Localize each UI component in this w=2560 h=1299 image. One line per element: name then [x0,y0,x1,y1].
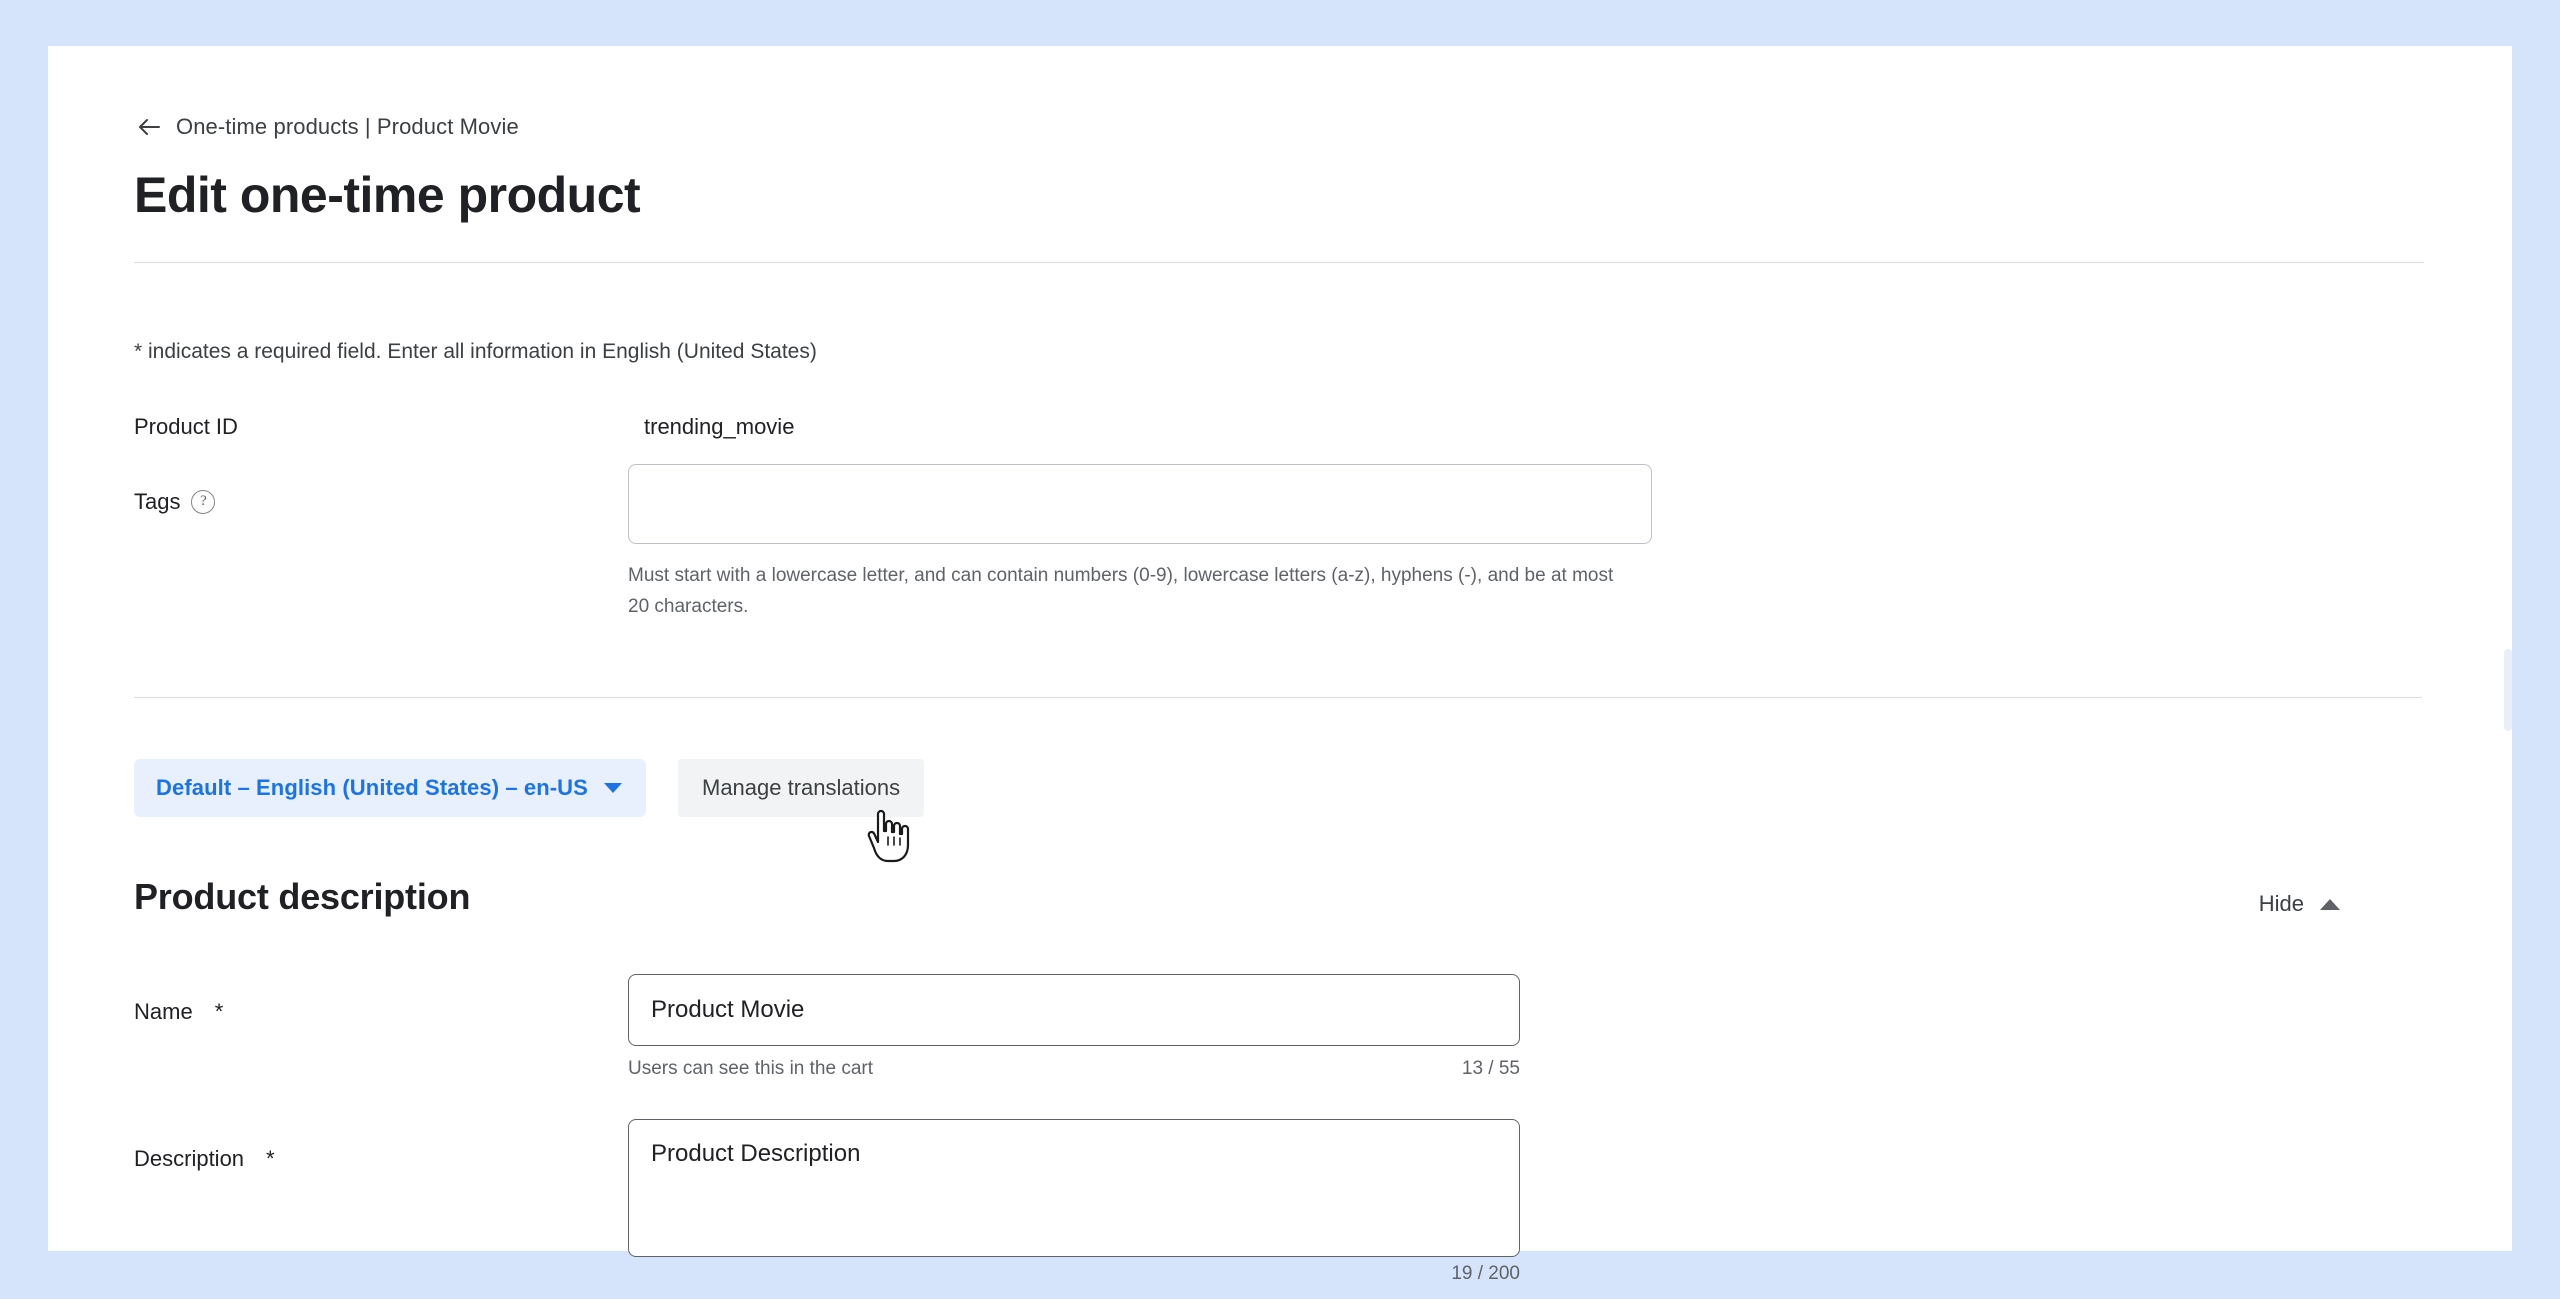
breadcrumb-label[interactable]: One-time products | Product Movie [176,114,519,139]
tags-label [134,489,215,515]
name-label-text: Name [134,999,193,1024]
name-required-mark: * [214,999,224,1024]
language-selector-label: Default – English (United States) – en-US [156,775,588,800]
required-field-note: * indicates a required field. Enter all information in English (United States) [134,340,817,363]
scrollbar-thumb[interactable] [2504,649,2512,731]
product-id-label: Product ID [134,414,238,439]
tags-label-text: Tags [134,489,181,514]
name-hint: Users can see this in the cart [628,1058,873,1079]
chevron-up-icon [2320,899,2340,910]
name-input[interactable] [628,974,1520,1046]
app-window [48,46,2512,1284]
description-label [134,1146,275,1172]
chevron-down-icon [604,783,622,793]
tags-input[interactable] [628,464,1652,544]
mouse-cursor [866,811,910,863]
page-title: Edit one-time product [134,167,641,223]
manage-translations-button[interactable]: Manage translations [678,759,924,817]
description-character-counter: 19 / 200 [1451,1263,1520,1284]
tags-hint: Must start with a lowercase letter, and can contain numbers (0-9), lowercase letters (a-z), hyphens (-), and be at most 20 characters. [628,565,1614,617]
description-required-mark: * [266,1146,275,1171]
help-circle-icon[interactable]: ? [191,490,215,514]
language-selector[interactable] [134,759,646,817]
name-character-counter: 13 / 55 [1461,1058,1520,1079]
breadcrumb[interactable] [136,114,519,140]
arrow-left-icon[interactable] [136,114,162,140]
divider [134,262,2424,263]
section-title: Product description [134,876,471,917]
description-input[interactable] [628,1119,1520,1257]
section-hide-label: Hide [2258,891,2304,916]
product-id-value: trending_movie [644,414,795,439]
description-label-text: Description [134,1146,245,1171]
divider-secondary [134,697,2422,698]
name-label [134,999,223,1025]
section-hide-toggle[interactable] [2259,891,2340,917]
